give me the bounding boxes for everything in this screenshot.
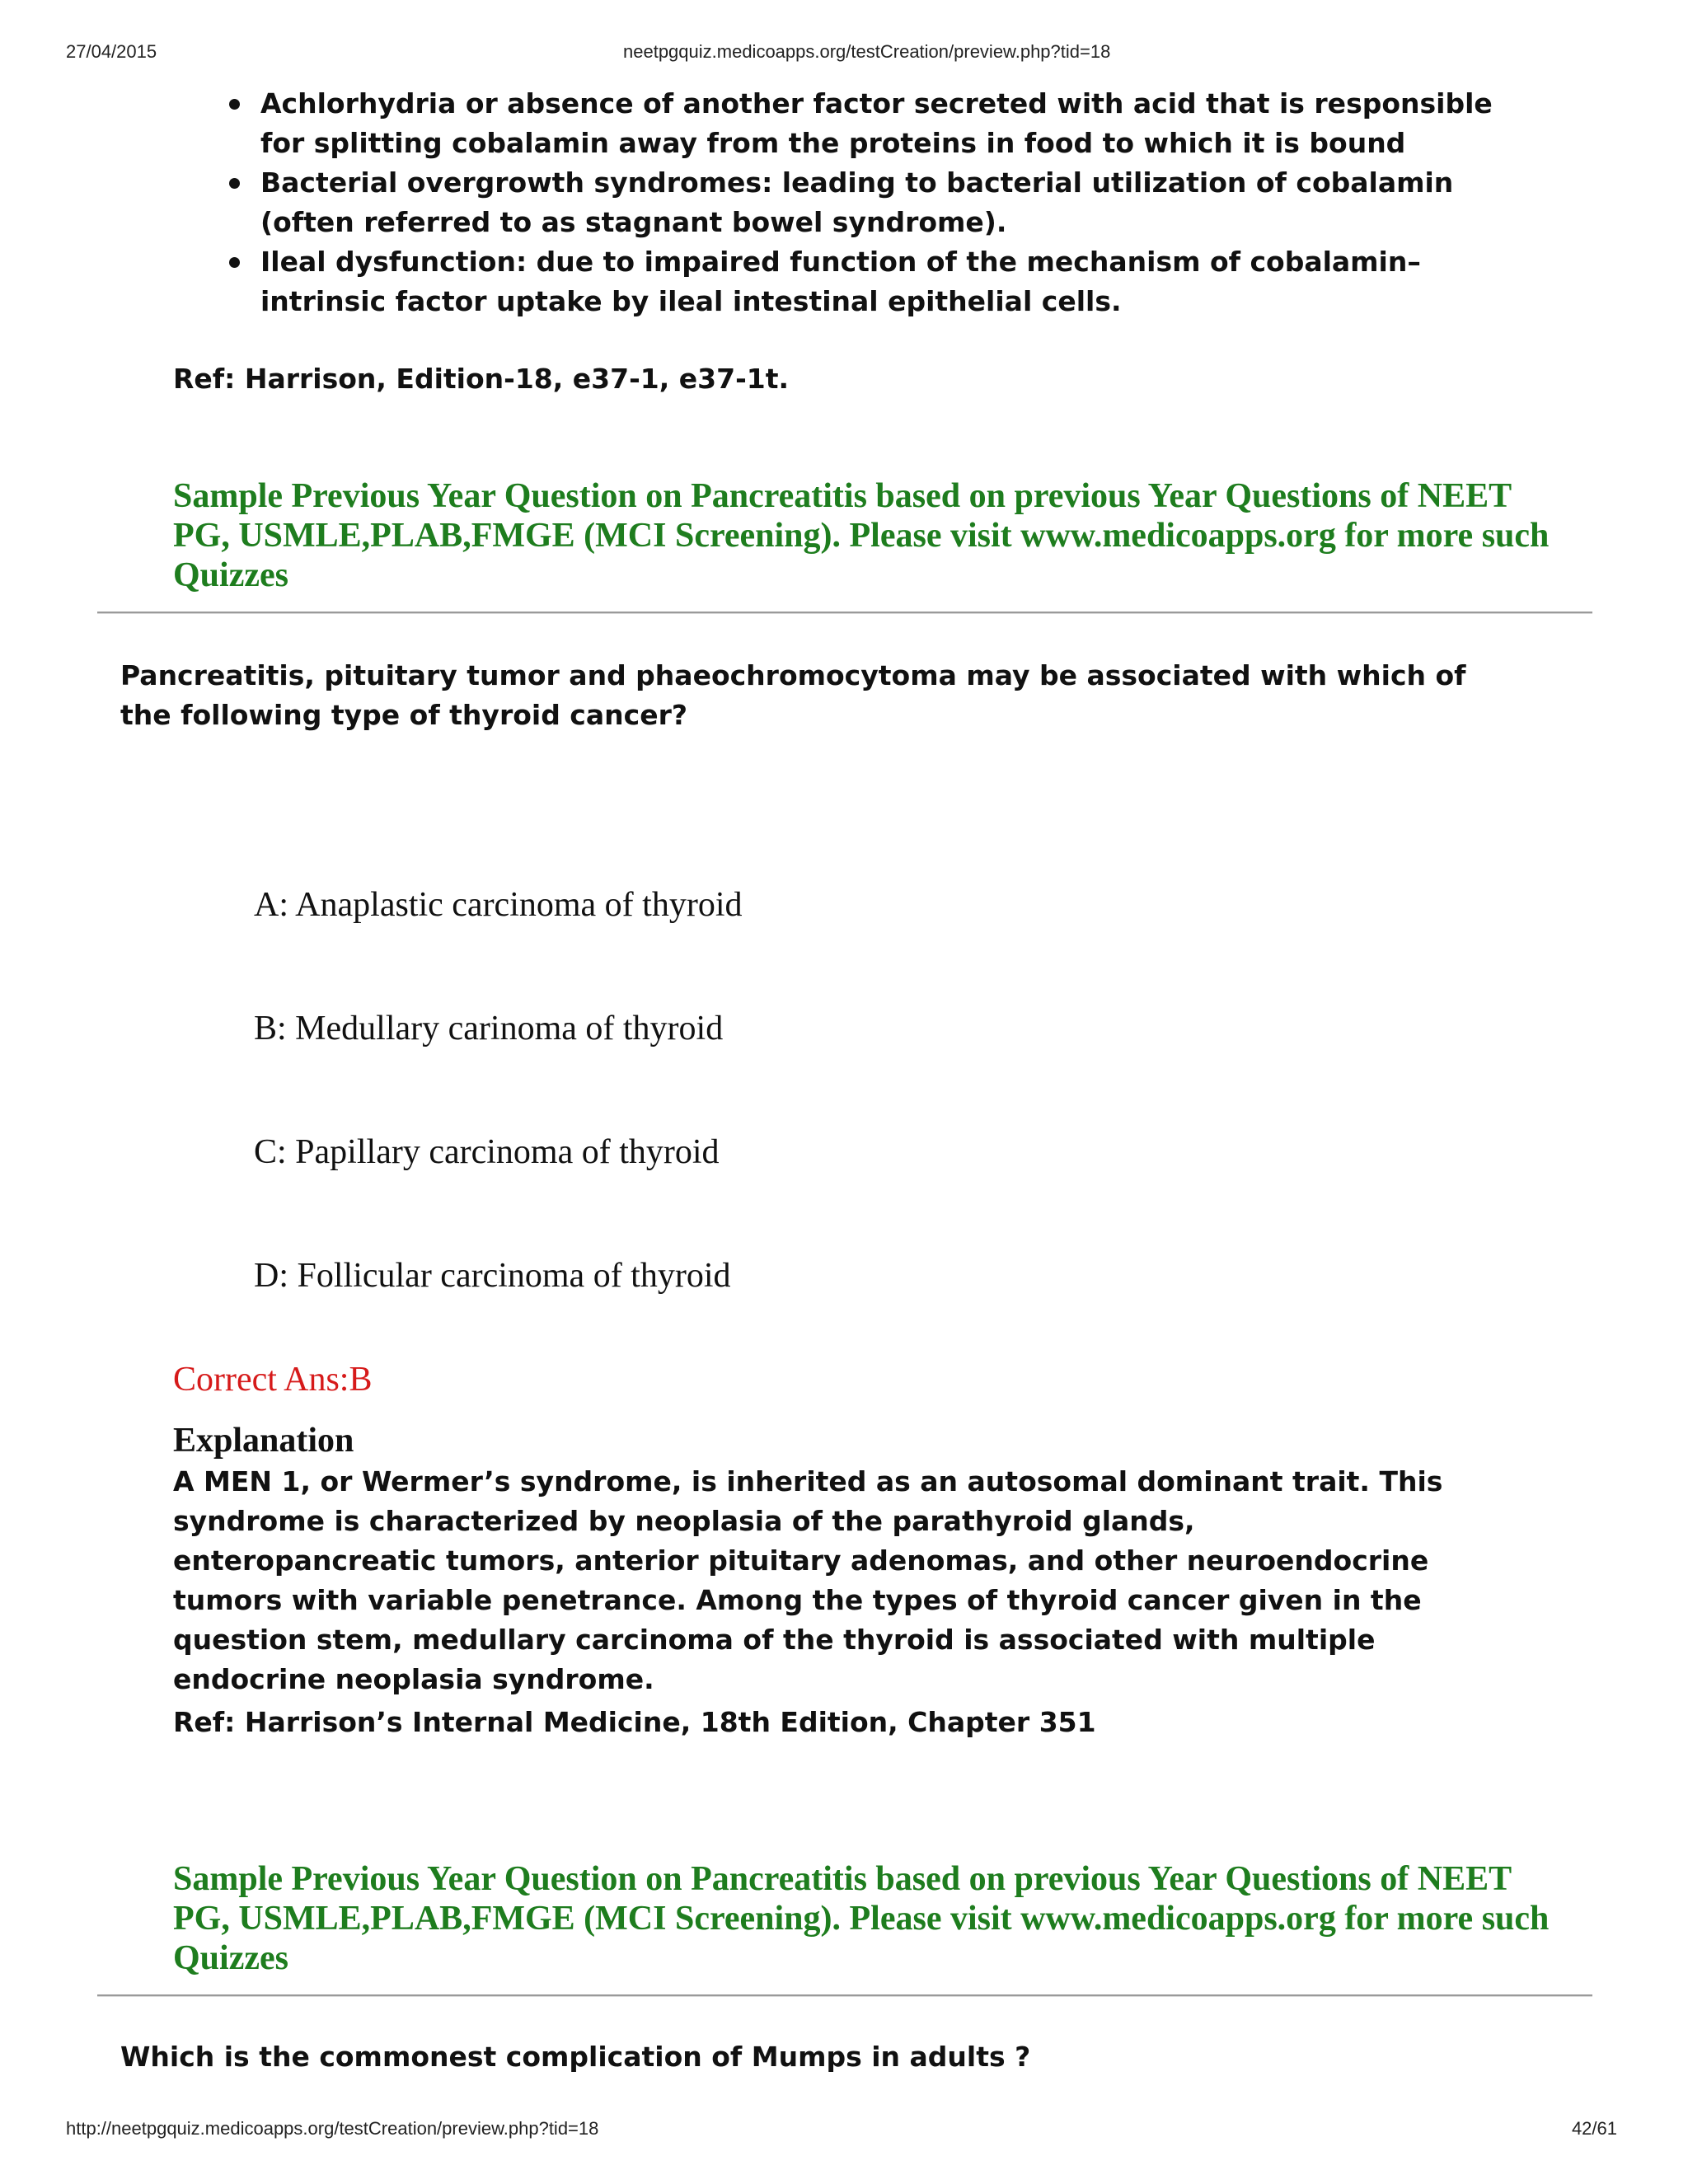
question-text: Pancreatitis, pituitary tumor and phaeochromocytoma may be associated with which of the following type of thyroid cancer? [120,659,1466,731]
print-footer [0,2118,1688,2143]
print-date: 27/04/2015 [66,41,157,62]
answer-option-d: D: Follicular carcinoma of thyroid [254,1257,731,1295]
page-number: 42/61 [1571,2118,1617,2139]
print-header-url: neetpgquiz.medicoapps.org/testCreation/preview.php?tid=18 [623,41,1111,62]
correct-answer: Correct Ans:B [173,1361,373,1399]
section-divider [97,1994,1592,1997]
explanation-heading: Explanation [173,1422,354,1460]
explanation-text: A MEN 1, or Wermer’s syndrome, is inherited as an autosomal dominant trait. This syndrome is characterized by neoplasia of the parathyroid glands, enteropancreatic tumors, anterior pituitary adenomas, and other neuroendocrine tumors with variable penetrance. Among the types of thyroid cancer given in the question stem, medullary carcinoma of the thyroid is associated with multiple endocrine neoplasia syndrome. [173,1465,1443,1695]
promo-banner: Sample Previous Year Question on Pancreatitis based on previous Year Questions of NEET PG, USMLE,PLAB,FMGE (MCI Screening). Please visit www.medicoapps.org for more such Quizzes [173,477,1550,594]
bullet-item: Achlorhydria or absence of another factor secreted with acid that is responsible for splitting cobalamin away from the proteins in food to which it is bound [221,84,1540,163]
answer-option-b: B: Medullary carinoma of thyroid [254,1010,724,1047]
next-question-text: Which is the commonest complication of Mumps in adults ? [120,2041,1031,2073]
promo-banner: Sample Previous Year Question on Pancreatitis based on previous Year Questions of NEET PG, USMLE,PLAB,FMGE (MCI Screening). Please visit www.medicoapps.org for more such Quizzes [173,1860,1550,1977]
print-header [0,41,1688,66]
explanation-reference: Ref: Harrison’s Internal Medicine, 18th Edition, Chapter 351 [173,1706,1096,1738]
section-divider [97,612,1592,614]
previous-answer-bullet-list [221,84,1540,321]
bullet-item: Bacterial overgrowth syndromes: leading to bacterial utilization of cobalamin (often referred to as stagnant bowel syndrome). [221,163,1540,242]
bullet-item: Ileal dysfunction: due to impaired function of the mechanism of cobalamin–intrinsic factor uptake by ileal intestinal epithelial cells. [221,242,1540,321]
print-footer-url: http://neetpgquiz.medicoapps.org/testCreation/preview.php?tid=18 [66,2118,599,2139]
previous-reference: Ref: Harrison, Edition-18, e37-1, e37-1t. [173,363,790,395]
answer-option-c: C: Papillary carcinoma of thyroid [254,1133,720,1171]
answer-option-a: A: Anaplastic carcinoma of thyroid [254,886,743,924]
